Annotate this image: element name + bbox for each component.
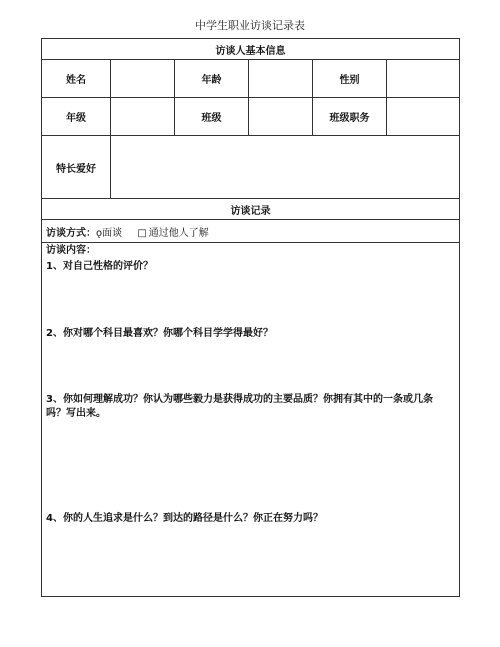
interview-record-table	[41, 38, 460, 597]
interview-content-label: 访谈内容：	[46, 245, 96, 256]
class-role-label: 班级职务	[313, 98, 387, 136]
age-field[interactable]	[249, 60, 313, 98]
interview-content-cell[interactable]	[42, 243, 460, 597]
gender-label: 性别	[313, 60, 387, 98]
hobby-field[interactable]	[111, 136, 460, 199]
gender-field[interactable]	[387, 60, 460, 98]
grade-field[interactable]	[111, 98, 175, 136]
option-face-to-face-checkbox[interactable]: ǫ	[96, 227, 103, 239]
question-1: 1、对自己性格的评价？	[46, 261, 153, 272]
class-label: 班级	[175, 98, 249, 136]
interview-mode-row	[42, 220, 460, 243]
document-title: 中学生职业访谈记录表	[195, 19, 305, 32]
grade-label: 年级	[42, 98, 111, 136]
hobby-label: 特长爱好	[42, 136, 111, 199]
class-field[interactable]	[249, 98, 313, 136]
question-4: 4、你的人生追求是什么？到达的路径是什么？你正在努力吗？	[46, 513, 323, 524]
age-label: 年龄	[175, 60, 249, 98]
section-basic-info-heading: 访谈人基本信息	[42, 39, 460, 60]
option-via-others-label: 通过他人了解	[148, 227, 209, 239]
question-2: 2、你对哪个科目最喜欢？你哪个科目学学得最好？	[46, 328, 273, 339]
option-face-to-face-label: 面谈	[102, 227, 123, 239]
section-record-heading: 访谈记录	[42, 199, 460, 220]
name-label: 姓名	[42, 60, 111, 98]
interview-mode-label: 访谈方式：	[46, 227, 96, 239]
option-via-others-checkbox[interactable]: □	[137, 227, 147, 239]
class-role-field[interactable]	[387, 98, 460, 136]
question-3: 3、你如何理解成功？你认为哪些毅力是获得成功的主要品质？你拥有其中的一条或几条吗？写出来。	[46, 394, 433, 419]
name-field[interactable]	[111, 60, 175, 98]
